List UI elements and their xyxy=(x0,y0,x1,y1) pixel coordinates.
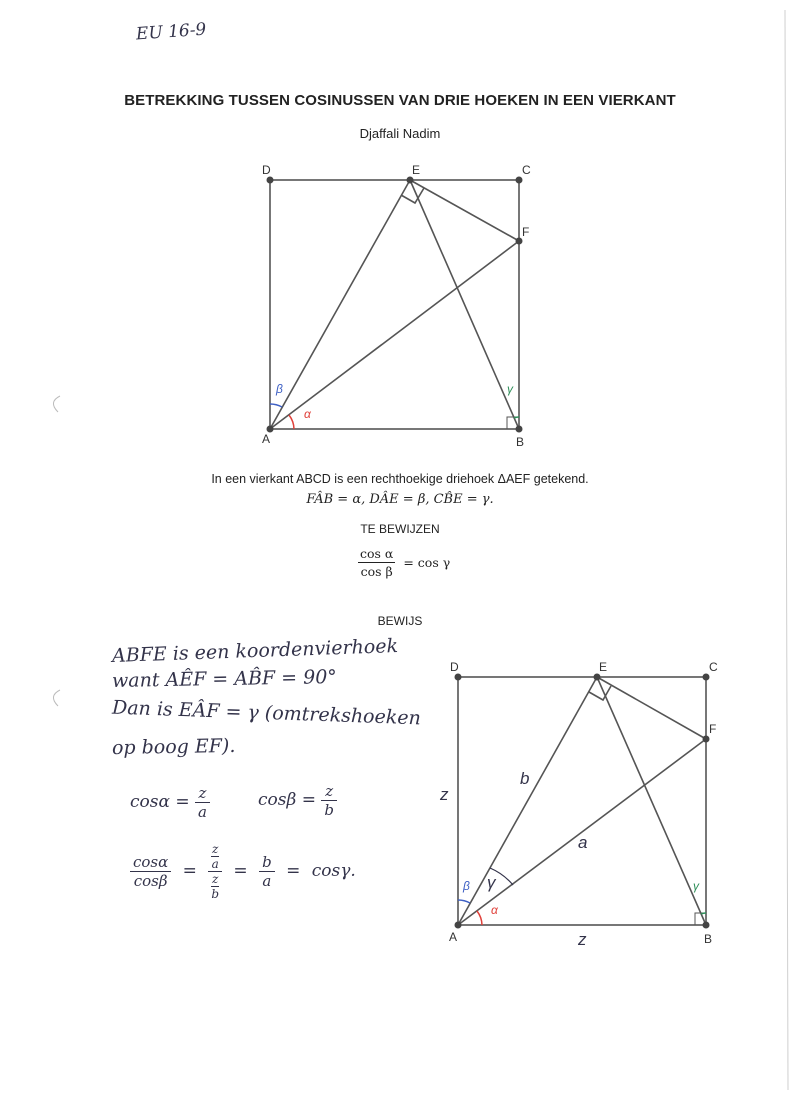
ratio-lhs-den: cosβ xyxy=(133,872,168,890)
point-e-2 xyxy=(594,674,601,681)
label-a-2: A xyxy=(449,930,458,944)
point-b-2 xyxy=(703,922,710,929)
proof-line-2: want AÊF = AB̂F = 90° xyxy=(111,666,338,692)
angle-definitions: FÂB = α, DÂE = β, CB̂E = γ. xyxy=(306,492,494,507)
ratio-mid-num-top: z xyxy=(212,842,219,856)
ratio-mid-num-bot: a xyxy=(211,857,219,871)
cos-alpha-lhs: cosα = xyxy=(130,792,190,812)
formula-numerator: cos α xyxy=(360,546,394,561)
label-beta: β xyxy=(276,382,283,396)
point-d-2 xyxy=(455,674,462,681)
ratio-eq-1: = xyxy=(182,861,197,881)
alpha-arc-2 xyxy=(477,911,482,925)
proof-heading: BEWIJS xyxy=(377,614,423,628)
formula-rhs: = cos γ xyxy=(403,555,451,570)
ratio-eq-2: = xyxy=(233,861,248,881)
point-c-2 xyxy=(703,674,710,681)
cos-alpha-num: z xyxy=(195,784,210,803)
label-gamma-at-a: γ xyxy=(487,873,496,892)
beta-arc-2 xyxy=(458,900,470,903)
segment-af-2 xyxy=(458,739,706,925)
segment-ae-2 xyxy=(458,677,597,925)
side-label-ab: z xyxy=(578,930,587,949)
proof-line-1: ABFE is een koordenvierhoek xyxy=(111,635,399,667)
document-title: BETREKKING TUSSEN COSINUSSEN VAN DRIE HOEKEN IN EEN VIERKANT xyxy=(124,92,676,109)
cos-beta-den: b xyxy=(324,801,334,819)
author: Djaffali Nadim xyxy=(359,126,441,141)
label-d-2: D xyxy=(450,660,459,674)
segment-ef-2 xyxy=(597,677,706,739)
cos-beta-num: z xyxy=(321,782,337,801)
label-e-2: E xyxy=(599,660,608,674)
point-a-2 xyxy=(455,922,462,929)
label-alpha: α xyxy=(304,407,311,421)
label-e: E xyxy=(412,163,421,177)
label-alpha-2: α xyxy=(491,903,498,917)
segment-be-2 xyxy=(597,677,706,925)
label-f: F xyxy=(522,225,530,239)
ratio-simplified-num: b xyxy=(259,853,275,872)
label-gamma-2: γ xyxy=(693,879,699,893)
side-label-af: a xyxy=(578,833,588,852)
label-b: B xyxy=(516,435,525,449)
label-c-2: C xyxy=(709,660,718,674)
ratio-mid-den-bot: b xyxy=(211,887,220,901)
ratio-lhs-num: cosα xyxy=(130,853,171,872)
label-b-2: B xyxy=(704,932,713,946)
problem-statement: In een vierkant ABCD is een rechthoekige driehoek ΔAEF getekend. xyxy=(211,472,589,486)
proof-line-4: op boog EF). xyxy=(111,734,236,760)
label-gamma: γ xyxy=(507,382,513,396)
label-f-2: F xyxy=(709,722,717,736)
prove-heading: TE BEWIJZEN xyxy=(360,522,440,536)
label-c: C xyxy=(522,163,531,177)
label-a: A xyxy=(262,432,271,446)
ratio-result: cosγ. xyxy=(311,861,356,881)
corner-note: EU 16-9 xyxy=(135,19,207,45)
side-label-ad: z xyxy=(440,785,449,804)
cos-beta-lhs: cosβ = xyxy=(258,790,316,810)
point-f-2 xyxy=(703,736,710,743)
right-angle-mark-e-2 xyxy=(589,686,611,700)
label-d: D xyxy=(262,163,271,177)
cos-alpha-den: a xyxy=(198,803,207,821)
ratio-mid-den-top: z xyxy=(212,872,219,886)
side-label-ae: b xyxy=(520,769,530,788)
proof-line-3: Dan is EÂF = γ (omtrekshoeken xyxy=(111,696,422,730)
ratio-simplified-den: a xyxy=(262,872,272,890)
formula-denominator: cos β xyxy=(360,564,393,579)
ratio-eq-3: = xyxy=(286,861,301,881)
label-beta-2: β xyxy=(463,879,470,893)
